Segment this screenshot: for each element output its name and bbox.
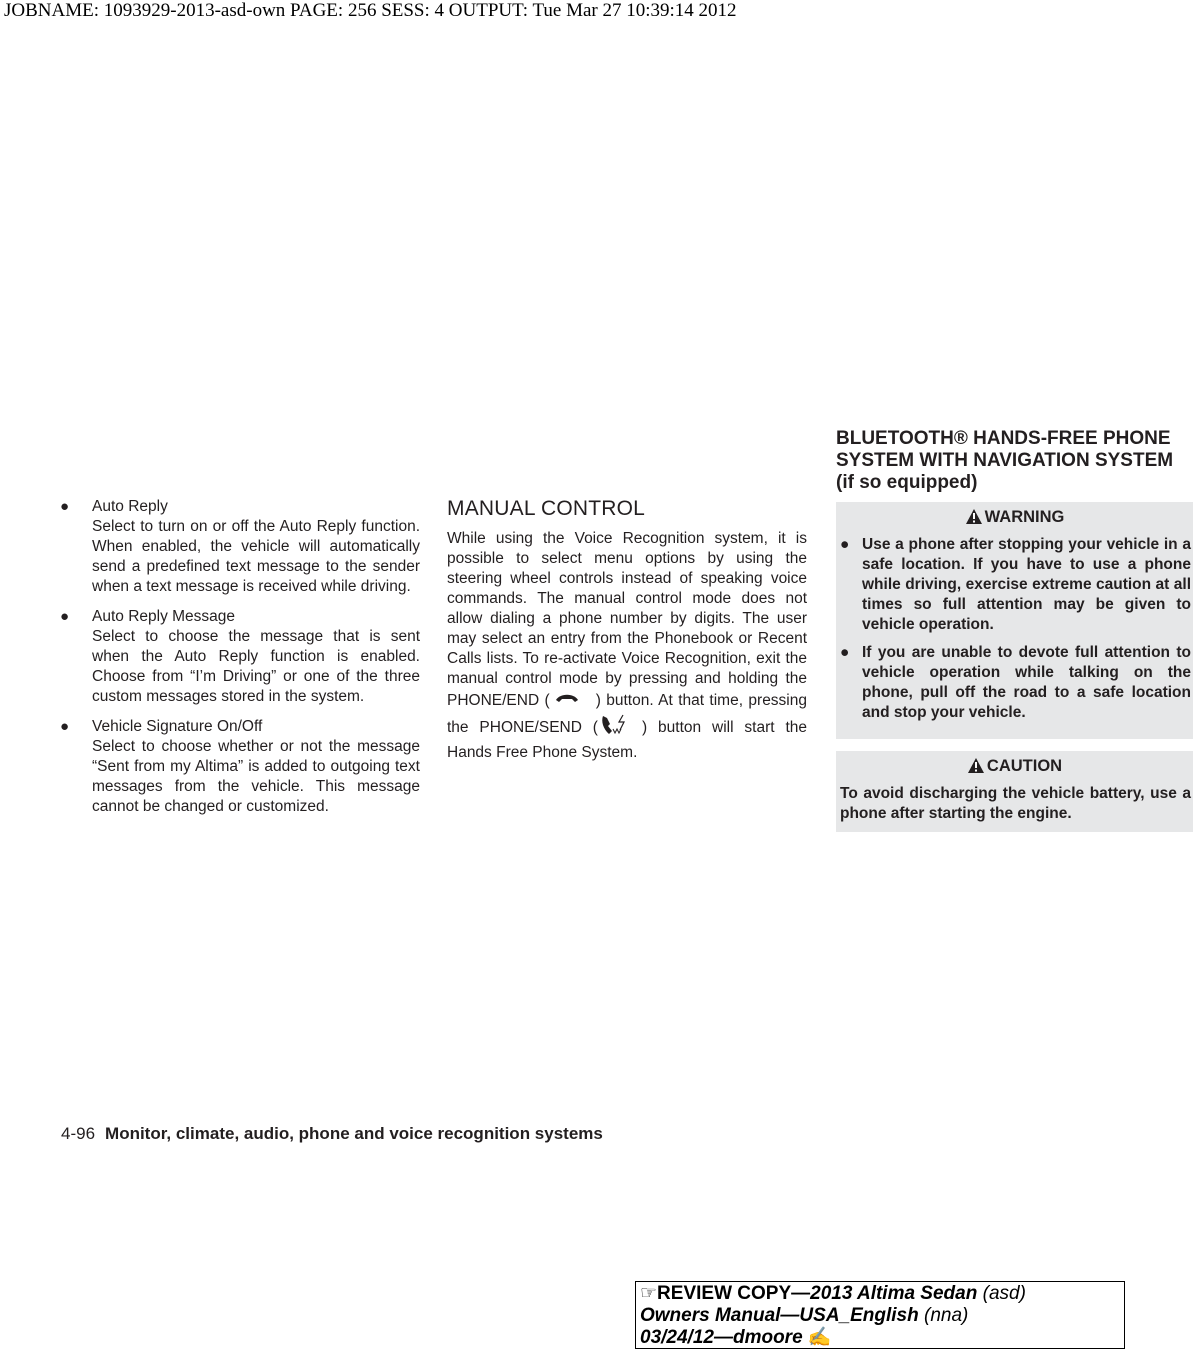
phone-end-icon	[550, 689, 596, 713]
right-column	[836, 428, 1193, 832]
caution-triangle-icon	[967, 756, 985, 782]
review-label: REVIEW COPY—	[657, 1283, 811, 1304]
warning-header	[836, 502, 1193, 533]
warning-list	[836, 533, 1193, 739]
section-heading: MANUAL CONTROL	[447, 497, 646, 520]
review-date: 03/24/12—dmoore	[640, 1327, 803, 1348]
pointing-hand-icon: ☞	[640, 1283, 658, 1304]
heading-line: BLUETOOTH® HANDS-FREE PHONE	[836, 428, 1171, 449]
middle-column	[447, 496, 807, 763]
writing-hand-icon: ✍	[807, 1327, 832, 1348]
warning-triangle-icon	[965, 507, 983, 533]
bullet-icon: ●	[60, 498, 70, 515]
warning-label: WARNING	[984, 508, 1065, 526]
item-body: Select to choose whether or not the message “Sent from my Altima” is added to outgoing text messages from the vehicle. This message cannot be changed or customized.	[92, 738, 420, 815]
bluetooth-heading	[836, 428, 1193, 494]
manual-control-text	[447, 529, 807, 763]
warning-text: If you are unable to devote full attention to vehicle operation while talking on the phone, pull off the road to a safe location and stop your vehicle.	[862, 644, 1191, 721]
list-item	[60, 497, 420, 597]
item-body: Select to turn on or off the Auto Reply function. When enabled, the vehicle will automatically send a predefined text message to the sender when a text message is received while driving.	[92, 518, 420, 595]
bullet-icon: ●	[840, 644, 850, 661]
page-number: 4-96	[61, 1124, 96, 1143]
caution-header	[836, 751, 1193, 782]
model-code: (asd)	[977, 1283, 1026, 1304]
item-title: Vehicle Signature On/Off	[92, 718, 263, 735]
item-body: Select to choose the message that is sent when the Auto Reply function is enabled. Choose from “I’m Driving” or one of the three custom messages stored in the system.	[92, 628, 420, 705]
item-title: Auto Reply	[92, 498, 168, 515]
warning-box	[836, 502, 1193, 739]
caution-label: CAUTION	[986, 757, 1063, 775]
review-line	[640, 1327, 1124, 1349]
bullet-icon: ●	[840, 536, 850, 553]
bullet-icon: ●	[60, 718, 70, 735]
body-text: ) button. At that time, pressing the PHONE/SEND (	[447, 692, 807, 737]
body-text: ) button will start the Hands Free Phone System.	[447, 719, 808, 761]
warning-item	[840, 643, 1191, 723]
warning-text: Use a phone after stopping your vehicle in a safe location. If you have to use a phone while driving, exercise extreme caution at all times so full attention may be given to vehicle operation.	[862, 536, 1191, 633]
job-header: JOBNAME: 1093929-2013-asd-own PAGE: 256 SESS: 4 OUTPUT: Tue Mar 27 10:39:14 2012	[4, 0, 737, 21]
review-line	[640, 1305, 1124, 1327]
manual-name: Owners Manual—USA_English	[640, 1305, 919, 1326]
phone-send-icon	[598, 713, 642, 743]
page-footer	[61, 1124, 603, 1144]
model-name: 2013 Altima Sedan	[810, 1283, 978, 1304]
review-line	[640, 1283, 1124, 1305]
caution-box	[836, 751, 1193, 832]
heading-line: SYSTEM WITH NAVIGATION SYSTEM	[836, 450, 1174, 471]
body-text: While using the Voice Recognition system, it is possible to select menu options by using the steering wheel controls instead of speaking voice commands. The manual control mode does not allow dialing a phone number by digits. The user may select an entry from the Phonebook or Recent Calls lists. To re-activate Voice Recognition, exit the manual control mode by pressing and holding the PHONE/END (	[447, 530, 807, 710]
bullet-icon: ●	[60, 608, 70, 625]
caution-text: To avoid discharging the vehicle battery, use a phone after starting the engine.	[840, 785, 1191, 822]
list-item	[60, 607, 420, 707]
chapter-title: Monitor, climate, audio, phone and voice recognition systems	[105, 1124, 603, 1143]
item-title: Auto Reply Message	[92, 608, 236, 625]
warning-item	[840, 535, 1191, 635]
review-copy-box	[635, 1281, 1125, 1349]
heading-line: (if so equipped)	[836, 472, 978, 493]
list-item	[60, 717, 420, 817]
manual-code: (nna)	[918, 1305, 969, 1326]
left-column	[60, 497, 420, 827]
